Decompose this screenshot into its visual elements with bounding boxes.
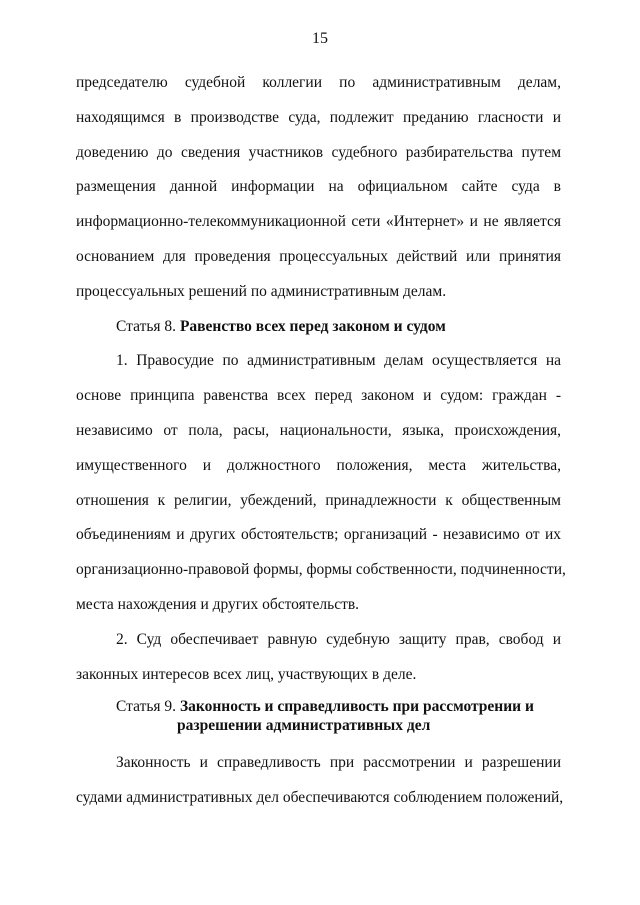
text-line: основанием для проведения процессуальных действий или принятия: [76, 247, 561, 265]
text-line: отношения к религии, убеждений, принадлежности к общественным: [76, 491, 561, 509]
text-line: независимо от пола, расы, национальности, языка, происхождения,: [76, 421, 561, 439]
text-line: основе принципа равенства всех перед законом и судом: граждан -: [76, 387, 561, 405]
article-8-paragraph-2: [76, 623, 561, 693]
article-9-paragraph: [76, 746, 564, 816]
article-8-number: Статья 8.: [116, 317, 180, 335]
article-9-heading-line-1: [76, 697, 561, 716]
text-line: доведению до сведения участников судебного разбирательства путем: [76, 143, 561, 161]
text-line: Законность и справедливость при рассмотрении и разрешении: [116, 754, 561, 772]
text-line: 2. Суд обеспечивает равную судебную защиту прав, свобод и: [116, 630, 561, 648]
text-line: судами административных дел обеспечиваются соблюдением положений,: [76, 789, 564, 807]
text-line: организационно-правовой формы, формы собственности, подчиненности,: [76, 561, 566, 579]
text-line: председателю судебной коллегии по административным делам,: [76, 74, 561, 91]
document-body: [76, 66, 566, 816]
text-line: находящимся в производстве суда, подлежит преданию гласности и: [76, 108, 561, 126]
article-9-heading-line-2: [76, 716, 561, 735]
text-line: места нахождения и других обстоятельств.: [76, 595, 360, 613]
article-8-paragraph-1: [76, 344, 566, 622]
article-9-title-part-1: Законность и справедливость при рассмотрении и: [179, 698, 534, 716]
article-8-title: Равенство всех перед законом и судом: [179, 317, 446, 335]
page-number: 15: [312, 30, 328, 47]
text-line: объединениям и других обстоятельств; организаций - независимо от их: [76, 526, 561, 544]
text-line: 1. Правосудие по административным делам осуществляется на: [116, 352, 561, 370]
article-9-heading: [76, 692, 561, 746]
article-8-heading: [76, 310, 561, 345]
text-line: процессуальных решений по административным делам.: [76, 282, 447, 300]
article-9-title-part-2: разрешении административных дел: [177, 717, 431, 735]
text-line: информационно-телекоммуникационной сети «Интернет» и не является: [76, 213, 561, 231]
text-line: имущественного и должностного положения, места жительства,: [76, 456, 561, 474]
article-9-number: Статья 9.: [116, 698, 180, 716]
paragraph-continuation: [76, 66, 561, 310]
text-line: размещения данной информации на официальном сайте суда в: [76, 178, 561, 196]
text-line: законных интересов всех лиц, участвующих в деле.: [76, 665, 417, 683]
